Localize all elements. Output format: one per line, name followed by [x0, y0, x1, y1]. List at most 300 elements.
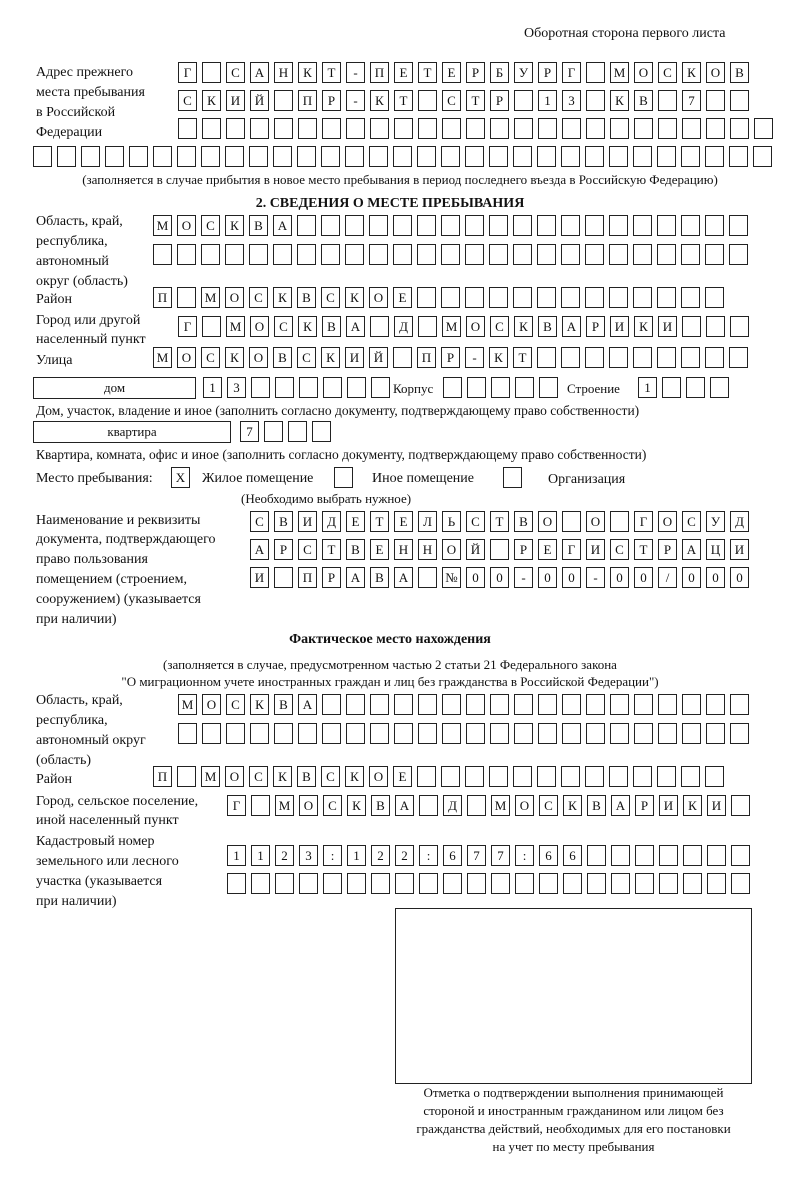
house-number-row-cell[interactable]	[299, 377, 318, 398]
doc-row-2-cell[interactable]: Р	[274, 539, 293, 560]
region-row-1-cell[interactable]	[681, 215, 700, 236]
district-row-cell[interactable]	[465, 287, 484, 308]
city-row-cell[interactable]: Г	[178, 316, 197, 337]
actual-region-row-1-cell[interactable]	[490, 694, 509, 715]
prev-address-row-3-cell[interactable]	[370, 118, 389, 139]
prev-address-row-1-cell[interactable]: О	[706, 62, 725, 83]
district-row-cell[interactable]: К	[345, 287, 364, 308]
doc-row-2-cell[interactable]: Г	[562, 539, 581, 560]
street-row-cell[interactable]	[705, 347, 724, 368]
prev-address-row-4-cell[interactable]	[441, 146, 460, 167]
apartment-row-cell[interactable]: 7	[240, 421, 259, 442]
doc-row-1-cell[interactable]: Л	[418, 511, 437, 532]
prev-address-row-2-cell[interactable]	[586, 90, 605, 111]
cadastral-row-2-cell[interactable]	[275, 873, 294, 894]
cadastral-row-2-cell[interactable]	[563, 873, 582, 894]
cadastral-row-2-cell[interactable]	[227, 873, 246, 894]
actual-city-row-cell[interactable]	[419, 795, 438, 816]
prev-address-row-4-cell[interactable]	[369, 146, 388, 167]
cadastral-row-1-cell[interactable]: 2	[371, 845, 390, 866]
doc-row-2-cell[interactable]: Р	[514, 539, 533, 560]
actual-region-row-2-cell[interactable]	[586, 723, 605, 744]
doc-row-3-cell[interactable]: 0	[538, 567, 557, 588]
cadastral-row-2-cell[interactable]	[635, 873, 654, 894]
cadastral-row-1-cell[interactable]	[731, 845, 750, 866]
doc-row-3-cell[interactable]: №	[442, 567, 461, 588]
prev-address-row-3-cell[interactable]	[226, 118, 245, 139]
actual-region-row-1-cell[interactable]: А	[298, 694, 317, 715]
district-row-cell[interactable]	[513, 287, 532, 308]
city-row-cell[interactable]	[706, 316, 725, 337]
doc-row-3-cell[interactable]	[418, 567, 437, 588]
region-row-1-cell[interactable]	[657, 215, 676, 236]
prev-address-row-4-cell[interactable]	[657, 146, 676, 167]
doc-row-2-cell[interactable]: Т	[634, 539, 653, 560]
cadastral-row-2-cell[interactable]	[371, 873, 390, 894]
doc-row-1-cell[interactable]	[610, 511, 629, 532]
prev-address-row-3-cell[interactable]	[730, 118, 749, 139]
building-row-cell[interactable]: 1	[638, 377, 657, 398]
doc-row-2-cell[interactable]: А	[682, 539, 701, 560]
actual-district-row-cell[interactable]	[537, 766, 556, 787]
prev-address-row-3-cell[interactable]	[586, 118, 605, 139]
prev-address-row-1-cell[interactable]: Р	[466, 62, 485, 83]
region-row-1-cell[interactable]: В	[249, 215, 268, 236]
doc-row-2-cell[interactable]: Р	[658, 539, 677, 560]
doc-row-2-cell[interactable]: В	[346, 539, 365, 560]
district-row-cell[interactable]	[633, 287, 652, 308]
actual-region-row-2-cell[interactable]	[394, 723, 413, 744]
stay-option-residential-checkbox[interactable]: X	[171, 467, 190, 488]
region-row-2-cell[interactable]	[657, 244, 676, 265]
cadastral-row-1-cell[interactable]	[587, 845, 606, 866]
region-row-1-cell[interactable]	[489, 215, 508, 236]
actual-region-row-2-cell[interactable]	[682, 723, 701, 744]
doc-row-3-cell[interactable]: П	[298, 567, 317, 588]
actual-district-row-cell[interactable]: О	[225, 766, 244, 787]
prev-address-row-2-cell[interactable]	[514, 90, 533, 111]
region-row-1-cell[interactable]	[705, 215, 724, 236]
street-row-cell[interactable]	[729, 347, 748, 368]
street-row-cell[interactable]: И	[345, 347, 364, 368]
region-row-2-cell[interactable]	[465, 244, 484, 265]
actual-region-row-2-cell[interactable]	[202, 723, 221, 744]
prev-address-row-1-cell[interactable]: Е	[394, 62, 413, 83]
house-number-row-cell[interactable]	[323, 377, 342, 398]
actual-city-row-cell[interactable]: В	[587, 795, 606, 816]
actual-region-row-1-cell[interactable]	[538, 694, 557, 715]
region-row-1-cell[interactable]	[537, 215, 556, 236]
actual-region-row-2-cell[interactable]	[634, 723, 653, 744]
city-row-cell[interactable]: О	[466, 316, 485, 337]
actual-district-row-cell[interactable]: К	[345, 766, 364, 787]
prev-address-row-4-cell[interactable]	[249, 146, 268, 167]
actual-region-row-2-cell[interactable]	[178, 723, 197, 744]
region-row-1-cell[interactable]	[441, 215, 460, 236]
actual-region-row-1-cell[interactable]: С	[226, 694, 245, 715]
cadastral-row-1-cell[interactable]: 6	[539, 845, 558, 866]
house-type-field[interactable]: дом	[33, 377, 196, 399]
building-row-cell[interactable]	[686, 377, 705, 398]
prev-address-row-2-cell[interactable]: К	[202, 90, 221, 111]
actual-district-row-cell[interactable]	[465, 766, 484, 787]
city-row-cell[interactable]: А	[562, 316, 581, 337]
city-row-cell[interactable]: К	[634, 316, 653, 337]
actual-region-row-2-cell[interactable]	[466, 723, 485, 744]
street-row-cell[interactable]	[657, 347, 676, 368]
prev-address-row-4-cell[interactable]	[609, 146, 628, 167]
city-row-cell[interactable]: Д	[394, 316, 413, 337]
actual-region-row-2-cell[interactable]	[610, 723, 629, 744]
region-row-2-cell[interactable]	[177, 244, 196, 265]
prev-address-row-3-cell[interactable]	[442, 118, 461, 139]
prev-address-row-3-cell[interactable]	[490, 118, 509, 139]
cadastral-row-1-cell[interactable]	[635, 845, 654, 866]
prev-address-row-2-cell[interactable]: -	[346, 90, 365, 111]
actual-region-row-1-cell[interactable]	[634, 694, 653, 715]
prev-address-row-4-cell[interactable]	[489, 146, 508, 167]
region-row-1-cell[interactable]	[561, 215, 580, 236]
prev-address-row-2-cell[interactable]: 3	[562, 90, 581, 111]
district-row-cell[interactable]: К	[273, 287, 292, 308]
cadastral-row-2-cell[interactable]	[443, 873, 462, 894]
prev-address-row-2-cell[interactable]: Р	[322, 90, 341, 111]
street-row-cell[interactable]: К	[321, 347, 340, 368]
actual-region-row-1-cell[interactable]	[394, 694, 413, 715]
street-row-cell[interactable]	[633, 347, 652, 368]
district-row-cell[interactable]	[537, 287, 556, 308]
doc-row-3-cell[interactable]: 0	[730, 567, 749, 588]
korpus-row-cell[interactable]	[443, 377, 462, 398]
prev-address-row-2-cell[interactable]	[418, 90, 437, 111]
city-row-cell[interactable]	[730, 316, 749, 337]
district-row-cell[interactable]	[585, 287, 604, 308]
actual-city-row-cell[interactable]	[731, 795, 750, 816]
prev-address-row-2-cell[interactable]: Т	[466, 90, 485, 111]
city-row-cell[interactable]: И	[658, 316, 677, 337]
doc-row-2-cell[interactable]: С	[298, 539, 317, 560]
district-row-cell[interactable]: В	[297, 287, 316, 308]
actual-city-row-cell[interactable]: В	[371, 795, 390, 816]
doc-row-1-cell[interactable]: С	[250, 511, 269, 532]
actual-region-row-1-cell[interactable]: М	[178, 694, 197, 715]
prev-address-row-3-cell[interactable]	[250, 118, 269, 139]
region-row-1-cell[interactable]	[393, 215, 412, 236]
doc-row-1-cell[interactable]: Е	[394, 511, 413, 532]
prev-address-row-2-cell[interactable]: П	[298, 90, 317, 111]
actual-region-row-2-cell[interactable]	[442, 723, 461, 744]
street-row-cell[interactable]: М	[153, 347, 172, 368]
actual-region-row-2-cell[interactable]	[562, 723, 581, 744]
cadastral-row-2-cell[interactable]	[611, 873, 630, 894]
prev-address-row-4-cell[interactable]	[153, 146, 172, 167]
cadastral-row-2-cell[interactable]	[707, 873, 726, 894]
apartment-row-cell[interactable]	[264, 421, 283, 442]
street-row-cell[interactable]: Т	[513, 347, 532, 368]
cadastral-row-1-cell[interactable]: 2	[275, 845, 294, 866]
city-row-cell[interactable]	[418, 316, 437, 337]
actual-district-row-cell[interactable]	[489, 766, 508, 787]
doc-row-3-cell[interactable]	[274, 567, 293, 588]
prev-address-row-4-cell[interactable]	[57, 146, 76, 167]
doc-row-3-cell[interactable]: -	[586, 567, 605, 588]
region-row-2-cell[interactable]	[489, 244, 508, 265]
prev-address-row-3-cell[interactable]	[298, 118, 317, 139]
korpus-row-cell[interactable]	[539, 377, 558, 398]
actual-city-row-cell[interactable]: О	[299, 795, 318, 816]
cadastral-row-1-cell[interactable]	[707, 845, 726, 866]
prev-address-row-4-cell[interactable]	[705, 146, 724, 167]
prev-address-row-3-cell[interactable]	[346, 118, 365, 139]
prev-address-row-2-cell[interactable]: И	[226, 90, 245, 111]
city-row-cell[interactable]: К	[298, 316, 317, 337]
doc-row-2-cell[interactable]: Т	[322, 539, 341, 560]
street-row-cell[interactable]	[393, 347, 412, 368]
actual-district-row-cell[interactable]: П	[153, 766, 172, 787]
doc-row-1-cell[interactable]: О	[586, 511, 605, 532]
doc-row-3-cell[interactable]: А	[394, 567, 413, 588]
region-row-2-cell[interactable]	[633, 244, 652, 265]
prev-address-row-1-cell[interactable]: К	[682, 62, 701, 83]
actual-region-row-2-cell[interactable]	[370, 723, 389, 744]
cadastral-row-2-cell[interactable]	[491, 873, 510, 894]
prev-address-row-1-cell[interactable]: А	[250, 62, 269, 83]
cadastral-row-1-cell[interactable]: 6	[443, 845, 462, 866]
street-row-cell[interactable]	[585, 347, 604, 368]
street-row-cell[interactable]: П	[417, 347, 436, 368]
prev-address-row-2-cell[interactable]: К	[610, 90, 629, 111]
doc-row-3-cell[interactable]: 0	[466, 567, 485, 588]
prev-address-row-2-cell[interactable]: 7	[682, 90, 701, 111]
house-number-row-cell[interactable]	[251, 377, 270, 398]
prev-address-row-1-cell[interactable]: У	[514, 62, 533, 83]
district-row-cell[interactable]: С	[249, 287, 268, 308]
actual-region-row-2-cell[interactable]	[298, 723, 317, 744]
doc-row-1-cell[interactable]: Д	[322, 511, 341, 532]
prev-address-row-3-cell[interactable]	[466, 118, 485, 139]
street-row-cell[interactable]	[561, 347, 580, 368]
doc-row-1-cell[interactable]: В	[514, 511, 533, 532]
actual-region-row-2-cell[interactable]	[490, 723, 509, 744]
actual-region-row-2-cell[interactable]	[658, 723, 677, 744]
doc-row-2-cell[interactable]: Й	[466, 539, 485, 560]
doc-row-1-cell[interactable]: У	[706, 511, 725, 532]
actual-region-row-1-cell[interactable]	[610, 694, 629, 715]
prev-address-row-2-cell[interactable]: Р	[490, 90, 509, 111]
actual-region-row-2-cell[interactable]	[418, 723, 437, 744]
city-row-cell[interactable]: Р	[586, 316, 605, 337]
prev-address-row-3-cell[interactable]	[514, 118, 533, 139]
prev-address-row-4-cell[interactable]	[633, 146, 652, 167]
district-row-cell[interactable]	[177, 287, 196, 308]
prev-address-row-2-cell[interactable]	[658, 90, 677, 111]
doc-row-3-cell[interactable]: И	[250, 567, 269, 588]
city-row-cell[interactable]: С	[490, 316, 509, 337]
actual-region-row-2-cell[interactable]	[322, 723, 341, 744]
doc-row-1-cell[interactable]: И	[298, 511, 317, 532]
korpus-row-cell[interactable]	[515, 377, 534, 398]
district-row-cell[interactable]	[705, 287, 724, 308]
building-row-cell[interactable]	[710, 377, 729, 398]
city-row-cell[interactable]: С	[274, 316, 293, 337]
region-row-1-cell[interactable]	[633, 215, 652, 236]
region-row-2-cell[interactable]	[273, 244, 292, 265]
district-row-cell[interactable]: П	[153, 287, 172, 308]
cadastral-row-1-cell[interactable]	[611, 845, 630, 866]
doc-row-1-cell[interactable]: Г	[634, 511, 653, 532]
doc-row-2-cell[interactable]: Е	[370, 539, 389, 560]
prev-address-row-4-cell[interactable]	[681, 146, 700, 167]
region-row-1-cell[interactable]	[609, 215, 628, 236]
actual-region-row-2-cell[interactable]	[346, 723, 365, 744]
actual-region-row-1-cell[interactable]	[514, 694, 533, 715]
district-row-cell[interactable]	[681, 287, 700, 308]
actual-region-row-1-cell[interactable]	[346, 694, 365, 715]
actual-region-row-2-cell[interactable]	[730, 723, 749, 744]
prev-address-row-4-cell[interactable]	[561, 146, 580, 167]
district-row-cell[interactable]: М	[201, 287, 220, 308]
region-row-2-cell[interactable]	[585, 244, 604, 265]
doc-row-3-cell[interactable]: Р	[322, 567, 341, 588]
doc-row-3-cell[interactable]: А	[346, 567, 365, 588]
city-row-cell[interactable]: М	[226, 316, 245, 337]
actual-district-row-cell[interactable]	[441, 766, 460, 787]
region-row-2-cell[interactable]	[729, 244, 748, 265]
cadastral-row-2-cell[interactable]	[467, 873, 486, 894]
doc-row-1-cell[interactable]	[562, 511, 581, 532]
district-row-cell[interactable]	[417, 287, 436, 308]
doc-row-2-cell[interactable]	[490, 539, 509, 560]
city-row-cell[interactable]	[682, 316, 701, 337]
region-row-1-cell[interactable]: К	[225, 215, 244, 236]
prev-address-row-2-cell[interactable]: С	[178, 90, 197, 111]
street-row-cell[interactable]: С	[201, 347, 220, 368]
prev-address-row-2-cell[interactable]: Т	[394, 90, 413, 111]
prev-address-row-4-cell[interactable]	[537, 146, 556, 167]
actual-city-row-cell[interactable]: Г	[227, 795, 246, 816]
actual-region-row-1-cell[interactable]	[682, 694, 701, 715]
prev-address-row-1-cell[interactable]: Т	[322, 62, 341, 83]
district-row-cell[interactable]	[657, 287, 676, 308]
prev-address-row-4-cell[interactable]	[81, 146, 100, 167]
district-row-cell[interactable]: О	[369, 287, 388, 308]
actual-region-row-2-cell[interactable]	[538, 723, 557, 744]
region-row-2-cell[interactable]	[345, 244, 364, 265]
actual-district-row-cell[interactable]: В	[297, 766, 316, 787]
prev-address-row-1-cell[interactable]: С	[226, 62, 245, 83]
region-row-2-cell[interactable]	[321, 244, 340, 265]
doc-row-1-cell[interactable]: С	[466, 511, 485, 532]
region-row-1-cell[interactable]: М	[153, 215, 172, 236]
actual-city-row-cell[interactable]: И	[659, 795, 678, 816]
doc-row-3-cell[interactable]: -	[514, 567, 533, 588]
stay-option-other-checkbox[interactable]	[334, 467, 353, 488]
prev-address-row-1-cell[interactable]: Е	[442, 62, 461, 83]
city-row-cell[interactable]: И	[610, 316, 629, 337]
korpus-row-cell[interactable]	[491, 377, 510, 398]
actual-city-row-cell[interactable]: С	[539, 795, 558, 816]
prev-address-row-2-cell[interactable]: 1	[538, 90, 557, 111]
actual-region-row-2-cell[interactable]	[250, 723, 269, 744]
doc-row-3-cell[interactable]: 0	[490, 567, 509, 588]
prev-address-row-4-cell[interactable]	[225, 146, 244, 167]
prev-address-row-3-cell[interactable]	[754, 118, 773, 139]
region-row-2-cell[interactable]	[153, 244, 172, 265]
actual-district-row-cell[interactable]	[681, 766, 700, 787]
actual-region-row-2-cell[interactable]	[706, 723, 725, 744]
doc-row-2-cell[interactable]: Н	[394, 539, 413, 560]
prev-address-row-4-cell[interactable]	[345, 146, 364, 167]
city-row-cell[interactable]	[370, 316, 389, 337]
cadastral-row-2-cell[interactable]	[731, 873, 750, 894]
prev-address-row-4-cell[interactable]	[465, 146, 484, 167]
region-row-1-cell[interactable]	[729, 215, 748, 236]
cadastral-row-2-cell[interactable]	[539, 873, 558, 894]
city-row-cell[interactable]: К	[514, 316, 533, 337]
region-row-1-cell[interactable]	[417, 215, 436, 236]
actual-district-row-cell[interactable]	[417, 766, 436, 787]
prev-address-row-1-cell[interactable]	[202, 62, 221, 83]
actual-city-row-cell[interactable]: Р	[635, 795, 654, 816]
building-row-cell[interactable]	[662, 377, 681, 398]
korpus-row-cell[interactable]	[467, 377, 486, 398]
actual-region-row-1-cell[interactable]	[418, 694, 437, 715]
city-row-cell[interactable]: В	[322, 316, 341, 337]
house-number-row-cell[interactable]: 3	[227, 377, 246, 398]
actual-city-row-cell[interactable]: Д	[443, 795, 462, 816]
doc-row-2-cell[interactable]: О	[442, 539, 461, 560]
prev-address-row-4-cell[interactable]	[297, 146, 316, 167]
region-row-1-cell[interactable]: С	[201, 215, 220, 236]
district-row-cell[interactable]: О	[225, 287, 244, 308]
city-row-cell[interactable]	[202, 316, 221, 337]
actual-region-row-2-cell[interactable]	[514, 723, 533, 744]
actual-district-row-cell[interactable]	[705, 766, 724, 787]
house-number-row-cell[interactable]	[275, 377, 294, 398]
street-row-cell[interactable]: О	[177, 347, 196, 368]
apartment-row-cell[interactable]	[312, 421, 331, 442]
district-row-cell[interactable]: Е	[393, 287, 412, 308]
prev-address-row-1-cell[interactable]: -	[346, 62, 365, 83]
district-row-cell[interactable]	[441, 287, 460, 308]
actual-region-row-1-cell[interactable]	[706, 694, 725, 715]
prev-address-row-4-cell[interactable]	[753, 146, 772, 167]
doc-row-1-cell[interactable]: В	[274, 511, 293, 532]
prev-address-row-2-cell[interactable]	[706, 90, 725, 111]
region-row-1-cell[interactable]: О	[177, 215, 196, 236]
prev-address-row-3-cell[interactable]	[706, 118, 725, 139]
street-row-cell[interactable]	[537, 347, 556, 368]
street-row-cell[interactable]: Р	[441, 347, 460, 368]
cadastral-row-2-cell[interactable]	[683, 873, 702, 894]
region-row-2-cell[interactable]	[297, 244, 316, 265]
prev-address-row-1-cell[interactable]	[586, 62, 605, 83]
cadastral-row-1-cell[interactable]	[659, 845, 678, 866]
cadastral-row-2-cell[interactable]	[659, 873, 678, 894]
doc-row-1-cell[interactable]: Е	[346, 511, 365, 532]
prev-address-row-3-cell[interactable]	[202, 118, 221, 139]
prev-address-row-3-cell[interactable]	[538, 118, 557, 139]
cadastral-row-1-cell[interactable]: 1	[227, 845, 246, 866]
prev-address-row-1-cell[interactable]: Т	[418, 62, 437, 83]
prev-address-row-4-cell[interactable]	[129, 146, 148, 167]
prev-address-row-4-cell[interactable]	[585, 146, 604, 167]
cadastral-row-2-cell[interactable]	[419, 873, 438, 894]
actual-city-row-cell[interactable]	[467, 795, 486, 816]
doc-row-2-cell[interactable]: Н	[418, 539, 437, 560]
actual-region-row-1-cell[interactable]	[442, 694, 461, 715]
district-row-cell[interactable]	[561, 287, 580, 308]
